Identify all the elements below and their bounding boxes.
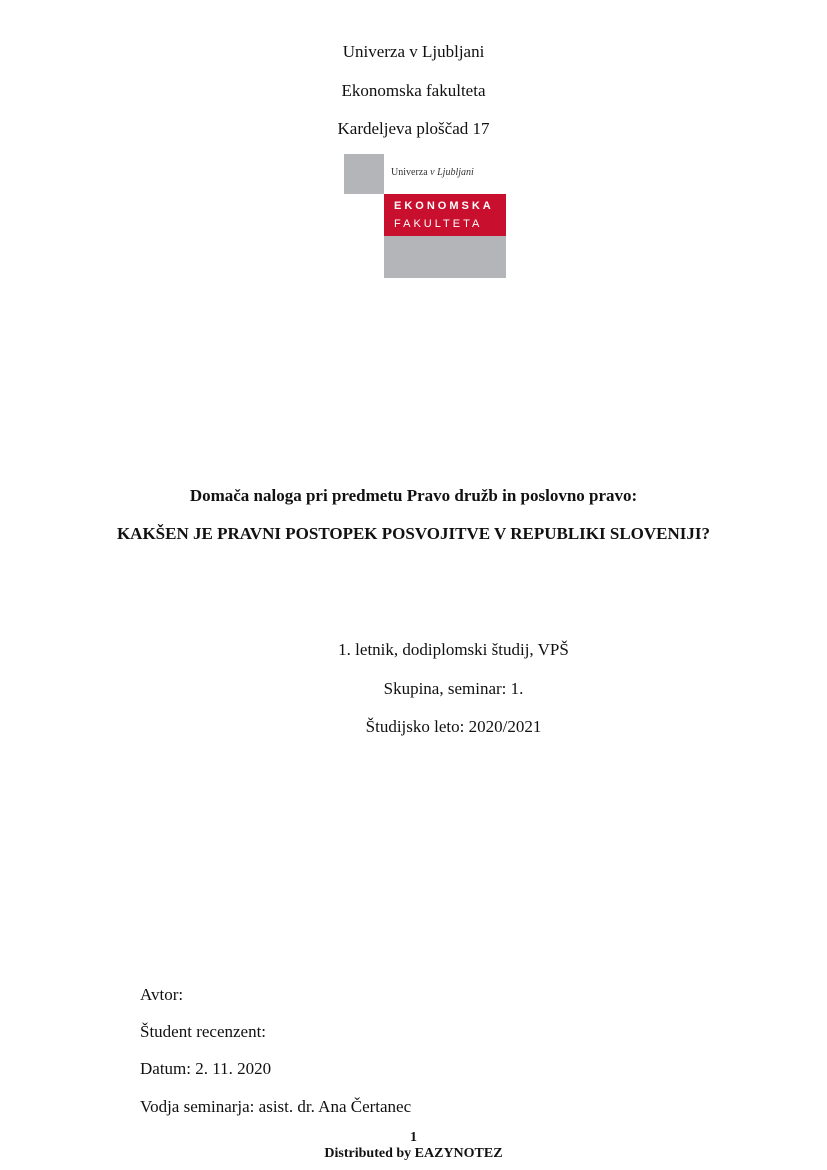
logo-red-block (384, 194, 506, 236)
university-name: Univerza v Ljubljani (342, 42, 485, 61)
logo-line-1: EKONOMSKA (394, 200, 494, 212)
reviewer-label: Študent recenzent: (140, 1022, 267, 1041)
logo-line-2: FAKULTETA (394, 218, 483, 230)
assignment-question: KAKŠEN JE PRAVNI POSTOPEK POSVOJITVE V REPUBLIKI SLOVENIJI? (116, 524, 711, 543)
logo-grey-square (344, 154, 384, 194)
page-number: 1 (410, 1130, 417, 1145)
logo-grey-block (384, 236, 506, 278)
course-title: Domača naloga pri predmetu Pravo družb in poslovno pravo: (189, 486, 638, 505)
faculty-logo (344, 154, 506, 278)
study-year: 1. letnik, dodiplomski študij, VPŠ (338, 640, 569, 659)
logo-university-text: Univerza v Ljubljani (391, 167, 474, 178)
faculty-address: Kardeljeva ploščad 17 (337, 119, 490, 138)
academic-year: Študijsko leto: 2020/2021 (365, 717, 542, 736)
study-group: Skupina, seminar: 1. (383, 679, 524, 698)
distributor-footer: Distributed by EAZYNOTEZ (324, 1146, 503, 1161)
author-label: Avtor: (140, 985, 184, 1004)
date-line: Datum: 2. 11. 2020 (140, 1059, 272, 1078)
supervisor-line: Vodja seminarja: asist. dr. Ana Čertanec (140, 1097, 412, 1116)
faculty-name: Ekonomska fakulteta (341, 81, 486, 100)
